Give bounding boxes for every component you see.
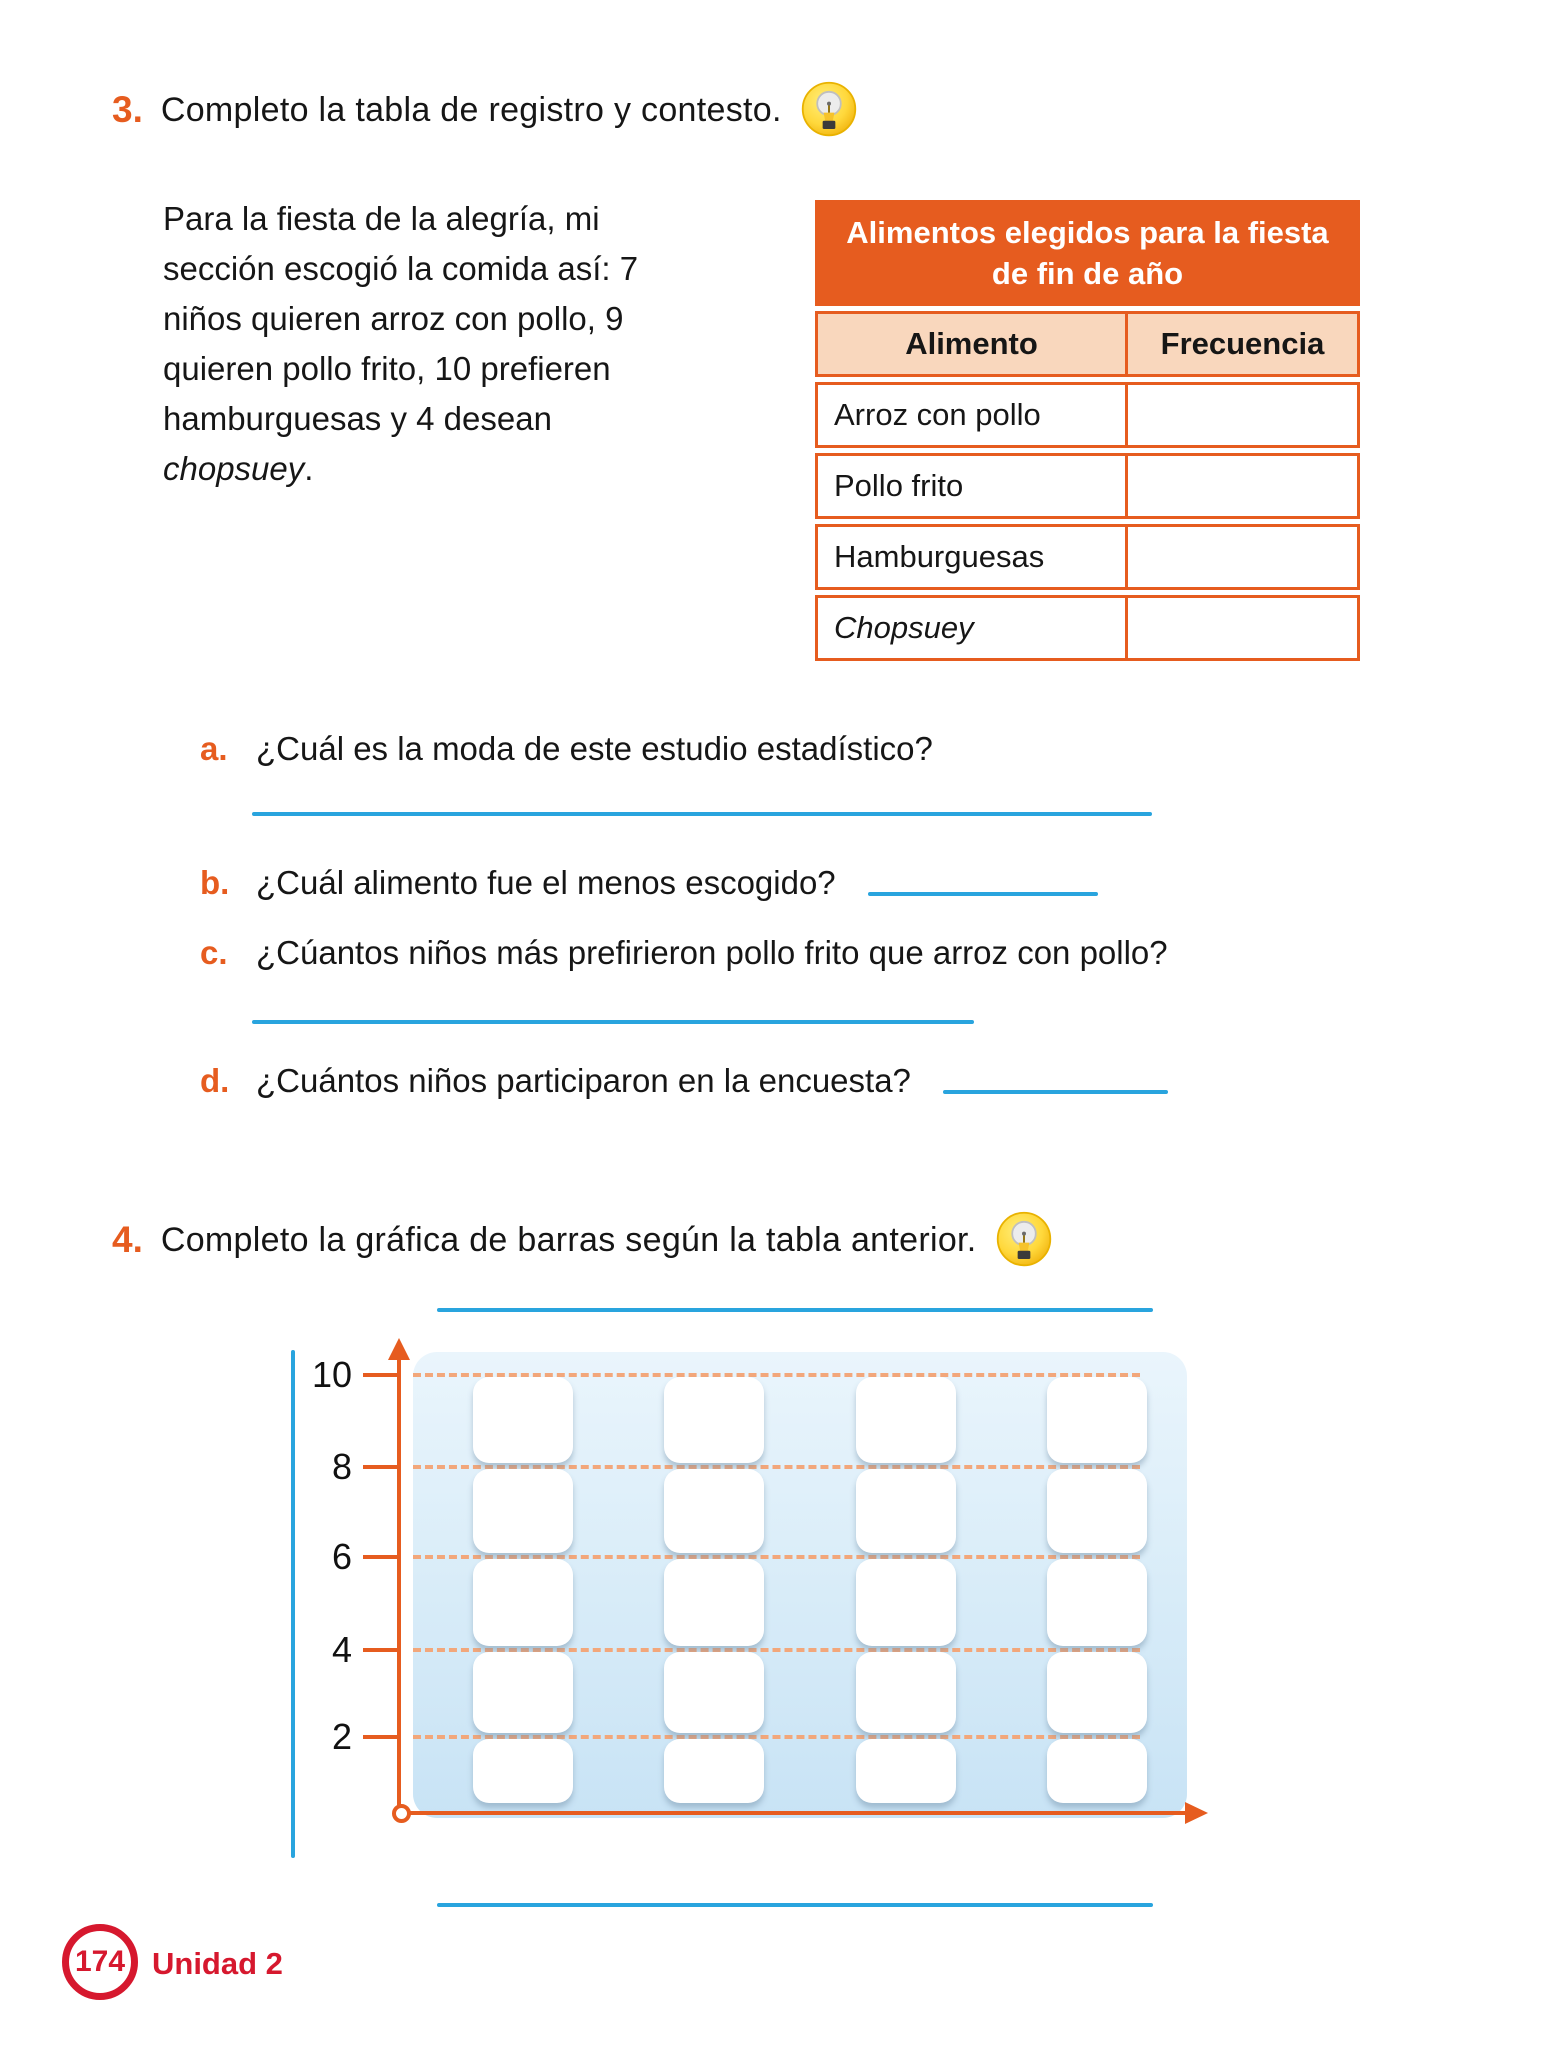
exercise4-title: Completo la gráfica de barras según la tabla anterior. <box>160 1221 977 1259</box>
chart-title-line[interactable] <box>437 1308 1153 1312</box>
bar-cell[interactable] <box>473 1652 573 1733</box>
bar-cell[interactable] <box>664 1469 764 1553</box>
bar-cell[interactable] <box>664 1652 764 1733</box>
y-axis-tick <box>363 1648 397 1652</box>
answer-line-a[interactable] <box>252 812 1152 816</box>
question-a <box>200 728 1400 770</box>
y-axis-label: 8 <box>331 1446 352 1487</box>
bar-cell[interactable] <box>856 1469 956 1553</box>
table-row <box>815 524 1360 590</box>
column-header-food: Alimento <box>818 314 1128 374</box>
intro-text-end: . <box>304 450 314 487</box>
y-axis-label: 2 <box>331 1716 352 1757</box>
intro-text: Para la fiesta de la alegría, mi sección escogió la comida así: 7 niños quieren arroz con pollo, 9 quieren pollo frito, 10 prefieren hamburguesas y 4 desean <box>163 200 639 437</box>
y-axis-tick <box>363 1555 397 1559</box>
chart-left-rule <box>291 1350 295 1858</box>
y-axis-label: 10 <box>311 1354 352 1395</box>
frequency-input-cell[interactable] <box>1128 385 1357 445</box>
y-axis-arrow <box>388 1338 410 1360</box>
table-title: Alimentos elegidos para la fiesta de fin de año <box>815 200 1360 306</box>
bar-cell[interactable] <box>1047 1559 1147 1646</box>
bar-cell[interactable] <box>664 1377 764 1463</box>
bar-cell[interactable] <box>1047 1469 1147 1553</box>
answer-line-d[interactable] <box>943 1090 1168 1094</box>
question-letter: a. <box>200 730 228 767</box>
table-row <box>815 595 1360 661</box>
question-text: ¿Cúantos niños más prefirieron pollo frito que arroz con pollo? <box>256 934 1168 971</box>
frequency-input-cell[interactable] <box>1128 456 1357 516</box>
question-text: ¿Cuál alimento fue el menos escogido? <box>256 864 836 901</box>
column-header-frequency: Frecuencia <box>1128 314 1357 374</box>
question-text: ¿Cuántos niños participaron en la encuesta? <box>256 1062 911 1099</box>
page-number-badge <box>62 1924 138 2000</box>
exercise3-title: Completo la tabla de registro y contesto. <box>160 91 782 129</box>
answer-line-c[interactable] <box>252 1020 974 1024</box>
bar-cell[interactable] <box>1047 1652 1147 1733</box>
food-label: Arroz con pollo <box>818 385 1128 445</box>
bar-cell[interactable] <box>473 1469 573 1553</box>
frequency-table <box>815 200 1360 661</box>
bar-cell[interactable] <box>473 1739 573 1803</box>
question-b <box>200 862 1450 904</box>
bar-cell[interactable] <box>473 1377 573 1463</box>
frequency-input-cell[interactable] <box>1128 598 1357 658</box>
page-number: 174 <box>74 1945 126 1978</box>
bar-cell[interactable] <box>856 1377 956 1463</box>
exercise4-header <box>112 1218 1352 1268</box>
lightbulb-icon <box>995 1210 1053 1268</box>
bar-cell[interactable] <box>856 1739 956 1803</box>
bar-cell[interactable] <box>856 1652 956 1733</box>
y-axis-tick <box>363 1735 397 1739</box>
question-c <box>200 932 1450 974</box>
answer-line-b[interactable] <box>868 892 1098 896</box>
food-label: Pollo frito <box>818 456 1128 516</box>
table-row <box>815 453 1360 519</box>
exercise4-number: 4. <box>112 1219 143 1260</box>
chart-x-label-line[interactable] <box>437 1903 1153 1907</box>
table-header-row <box>815 311 1360 377</box>
unit-label: Unidad 2 <box>152 1946 283 1981</box>
lightbulb-icon <box>800 80 858 138</box>
table-row <box>815 382 1360 448</box>
question-letter: c. <box>200 934 228 971</box>
x-axis-arrow <box>1185 1802 1208 1824</box>
question-text: ¿Cuál es la moda de este estudio estadístico? <box>256 730 933 767</box>
bar-cell[interactable] <box>1047 1739 1147 1803</box>
bar-cell[interactable] <box>473 1559 573 1646</box>
question-d <box>200 1060 1450 1102</box>
question-letter: d. <box>200 1062 230 1099</box>
y-axis <box>397 1356 401 1815</box>
bar-cell[interactable] <box>664 1739 764 1803</box>
bar-cell[interactable] <box>856 1559 956 1646</box>
bar-cell[interactable] <box>664 1559 764 1646</box>
y-axis-label: 4 <box>331 1629 352 1670</box>
food-label: Hamburguesas <box>818 527 1128 587</box>
food-label: Chopsuey <box>818 598 1128 658</box>
x-axis <box>399 1811 1187 1815</box>
bar-cell[interactable] <box>1047 1377 1147 1463</box>
exercise3-number: 3. <box>112 89 143 130</box>
intro-text-italic: chopsuey <box>163 450 305 487</box>
origin-point <box>392 1804 411 1823</box>
frequency-input-cell[interactable] <box>1128 527 1357 587</box>
y-axis-tick <box>363 1465 397 1469</box>
y-axis-tick <box>363 1373 397 1377</box>
question-letter: b. <box>200 864 230 901</box>
y-axis-label: 6 <box>331 1536 352 1577</box>
exercise3-header <box>112 88 1032 138</box>
intro-paragraph <box>163 194 648 494</box>
